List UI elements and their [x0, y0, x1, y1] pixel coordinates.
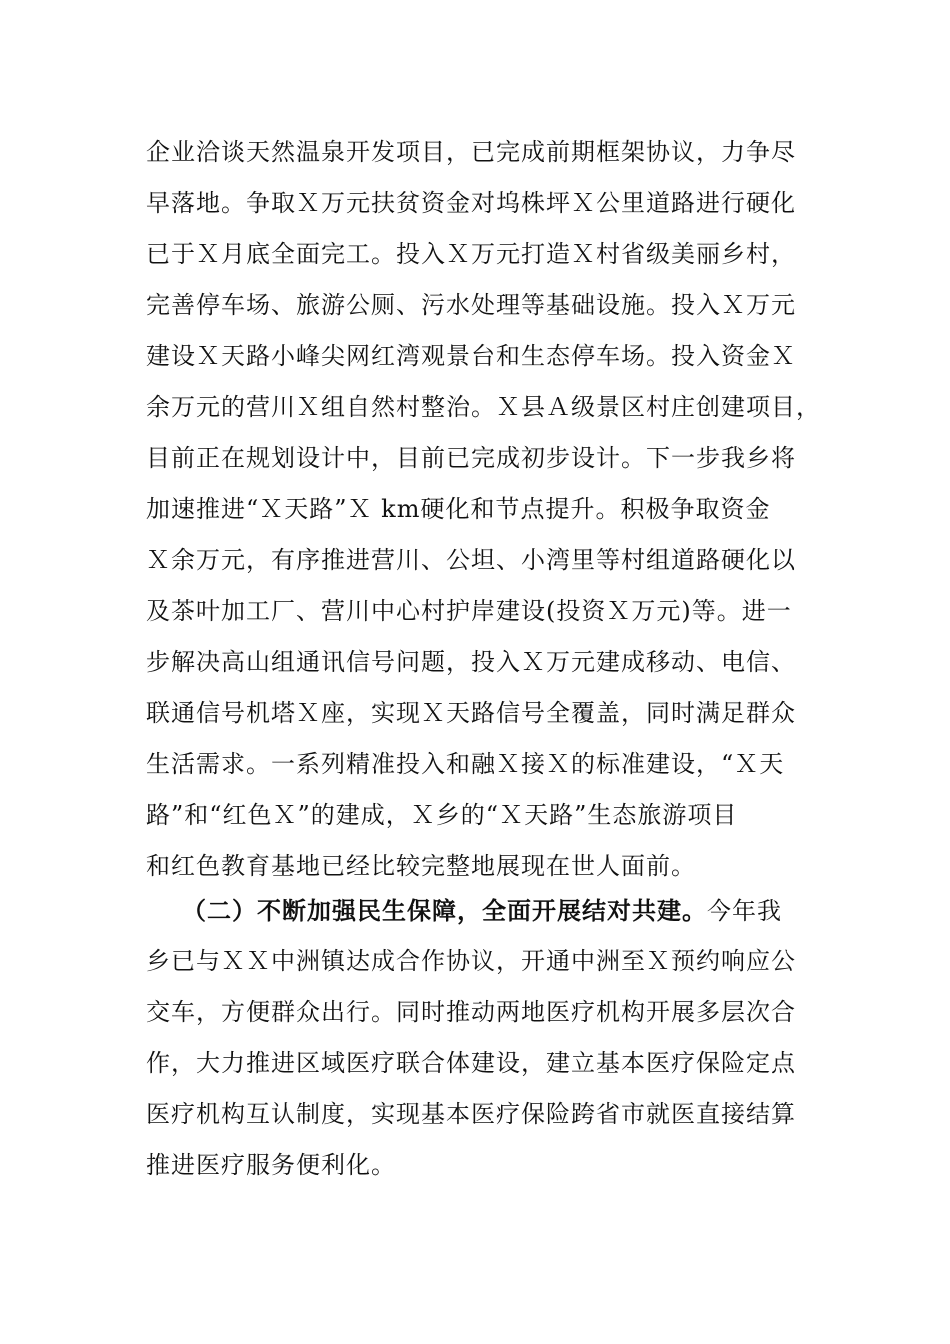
- text-line: 完善停车场、旅游公厕、污水处理等基础设施。投入Ｘ万元: [146, 291, 796, 319]
- text-line: 乡已与ＸＸ中洲镇达成合作协议，开通中洲至Ｘ预约响应公: [146, 947, 796, 975]
- section-heading: （二）不断加强民生保障，全面开展结对共建。: [182, 896, 707, 925]
- text-line: Ｘ余万元，有序推进营川、公坦、小湾里等村组道路硬化以: [146, 546, 796, 574]
- text-line: 企业洽谈天然温泉开发项目，已完成前期框架协议，力争尽: [146, 138, 796, 166]
- paragraph-first-line: [146, 885, 826, 936]
- text-line: 交车，方便群众出行。同时推动两地医疗机构开展多层次合: [146, 998, 796, 1026]
- text-line: 路”和“红色Ｘ”的建成，Ｘ乡的“Ｘ天路”生态旅游项目: [146, 801, 738, 829]
- paragraph-continuation: [146, 127, 826, 892]
- text-line: 加速推进“Ｘ天路”Ｘ km硬化和节点提升。积极争取资金: [146, 495, 771, 523]
- paragraph-livelihood: [146, 885, 826, 1191]
- text-line: 已于Ｘ月底全面完工。投入Ｘ万元打造Ｘ村省级美丽乡村，: [146, 240, 796, 268]
- text-line: 建设Ｘ天路小峰尖网红湾观景台和生态停车场。投入资金Ｘ: [146, 342, 796, 370]
- text-line: 及茶叶加工厂、营川中心村护岸建设(投资Ｘ万元)等。进一: [146, 597, 792, 625]
- text-line: 推进医疗服务便利化。: [146, 1151, 396, 1179]
- text-line: 和红色教育基地已经比较完整地展现在世人面前。: [146, 852, 696, 880]
- text-line: 步解决高山组通讯信号问题，投入Ｘ万元建成移动、电信、: [146, 648, 796, 676]
- text-line: 作，大力推进区域医疗联合体建设，建立基本医疗保险定点: [146, 1049, 796, 1077]
- text-line: 早落地。争取Ｘ万元扶贫资金对坞株坪Ｘ公里道路进行硬化: [146, 189, 796, 217]
- text-line: 余万元的营川Ｘ组自然村整治。Ｘ县Ａ级景区村庄创建项目，: [146, 393, 821, 421]
- text-line: 目前正在规划设计中，目前已完成初步设计。下一步我乡将: [146, 444, 796, 472]
- text-line: 生活需求。一系列精准投入和融Ｘ接Ｘ的标准建设，“Ｘ天: [146, 750, 785, 778]
- text-line: 医疗机构互认制度，实现基本医疗保险跨省市就医直接结算: [146, 1100, 796, 1128]
- heading-line-rest: 今年我: [707, 897, 782, 925]
- text-line: 联通信号机塔Ｘ座，实现Ｘ天路信号全覆盖，同时满足群众: [146, 699, 796, 727]
